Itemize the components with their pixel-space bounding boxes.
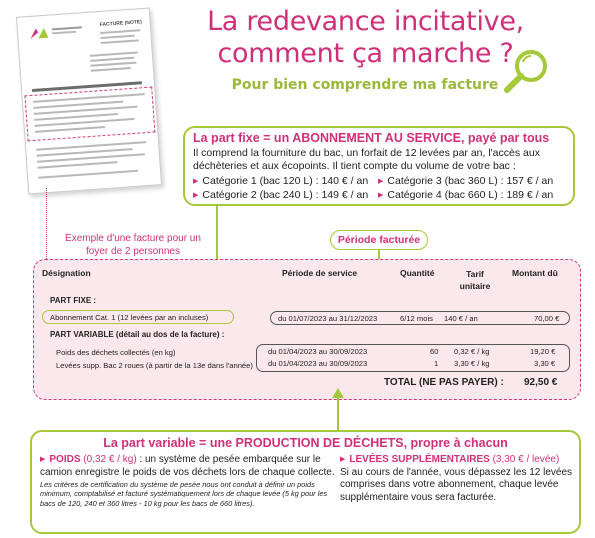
fixed-part-description: Il comprend la fourniture du bac, un forfait de 12 levées par an, l'accès aux déchèteries et aux écopoints. Il tient compte du volume de votre bac : xyxy=(193,147,540,172)
lifts-section xyxy=(340,454,576,504)
arrow-right-icon: ▶ xyxy=(193,192,199,199)
weights-section xyxy=(40,454,340,508)
page-subtitle: Pour bien comprendre ma facture xyxy=(231,77,499,93)
thumb-highlight-zone xyxy=(24,87,155,142)
fixed-row-quantity: 6/12 mois xyxy=(400,314,433,323)
arrow-right-icon: ▶ xyxy=(378,192,384,199)
variable-row-2-amount: 3,30 € xyxy=(534,359,556,368)
variable-row-1-amount: 19,20 € xyxy=(530,347,556,356)
weights-note: Les critères de certification du système de pesée nous ont conduit à définir un poids minimum, comptabilisé et facturé systématiquement lors de chaque levée (5 kg pour les bacs de 120, 240 et 360 litres - 10 kg pour les bacs de 660 litres). xyxy=(40,480,328,508)
variable-row-2-quantity: 1 xyxy=(434,359,439,368)
period-tag: Période facturée xyxy=(330,230,428,250)
thumb-logo-lines xyxy=(52,26,92,35)
weights-rate: (0,32 € / kg) xyxy=(83,454,137,465)
header-designation: Désignation xyxy=(42,268,91,278)
fixed-section-label: PART FIXE : xyxy=(50,296,97,305)
variable-row-2-label: Levées supp. Bac 2 roues (à partir de la 13e dans l'année) xyxy=(56,361,253,370)
example-note: Exemple d'une facture pour un foyer de 2 personnes xyxy=(65,233,201,257)
weights-paragraph xyxy=(40,454,340,479)
category-item: ▶ Catégorie 3 (bac 360 L) : 157 € / an xyxy=(378,175,554,187)
fixed-row-label: Abonnement Cat. 1 (12 levées par an incluses) xyxy=(50,313,209,322)
title-line-1: La redevance incitative, xyxy=(207,6,524,37)
arrow-right-icon: ▶ xyxy=(340,456,346,463)
variable-row-1-period: du 01/04/2023 au 30/09/2023 xyxy=(268,347,368,356)
header-amount: Montant dû xyxy=(512,268,558,278)
fixed-part-box xyxy=(183,126,575,206)
arrow-right-icon: ▶ xyxy=(193,178,199,185)
title-line-2: comment ça marche ? xyxy=(217,38,514,69)
invoice-thumbnail xyxy=(16,8,162,195)
thumb-doc-label: FACTURE (NOTE) xyxy=(99,19,143,29)
lifts-rate: (3,30 € / levée) xyxy=(492,454,560,465)
category-list xyxy=(193,175,565,202)
header-unit-price: Tarif unitaire xyxy=(459,269,491,291)
weights-text: : un système de pesée embarquée sur le camion enregistre le poids de vos déchets lors de chaque collecte. xyxy=(40,454,335,478)
recycling-logo-icon xyxy=(28,26,51,42)
header-period: Période de service xyxy=(282,268,358,278)
fixed-row-unit-price: 140 € / an xyxy=(444,314,478,323)
lifts-text: Si au cours de l'année, vous dépassez les 12 levées comprises dans votre abonnement, chaque levée supplémentaire vous sera facturée. xyxy=(340,466,573,503)
variable-part-title: La part variable = une PRODUCTION DE DÉCHETS, propre à chacun xyxy=(103,436,508,450)
lifts-label: LEVÉES SUPPLÉMENTAIRES xyxy=(349,454,490,465)
variable-row-2-period: du 01/04/2023 au 30/09/2023 xyxy=(268,359,368,368)
total-label: TOTAL (NE PAS PAYER) : xyxy=(384,377,504,388)
thumb-connector-vertical xyxy=(46,188,47,259)
variable-connector xyxy=(337,397,339,430)
fixed-row-period: du 01/07/2023 au 31/12/2023 xyxy=(278,314,378,323)
variable-row-2-unit-price: 3,30 € / kg xyxy=(454,359,490,368)
variable-connector-arrow xyxy=(332,388,344,398)
variable-row-1-unit-price: 0,32 € / kg xyxy=(454,347,490,356)
variable-part-box xyxy=(30,430,581,534)
total-value: 92,50 € xyxy=(524,377,558,388)
fixed-part-title: La part fixe = un ABONNEMENT AU SERVICE, payé par tous xyxy=(193,131,550,145)
variable-section-label: PART VARIABLE (détail au dos de la facture) : xyxy=(50,330,225,339)
magnifier-icon xyxy=(497,42,557,102)
category-item: ▶ Catégorie 4 (bac 660 L) : 189 € / an xyxy=(378,189,554,201)
header-quantity: Quantité xyxy=(400,268,435,278)
weights-label: POIDS xyxy=(49,454,81,465)
variable-row-1-quantity: 60 xyxy=(430,347,439,356)
lifts-heading xyxy=(340,454,576,467)
category-item: ▶ Catégorie 1 (bac 120 L) : 140 € / an xyxy=(193,175,369,187)
arrow-right-icon: ▶ xyxy=(40,456,46,463)
arrow-right-icon: ▶ xyxy=(378,178,384,185)
fixed-row-amount: 70,00 € xyxy=(534,314,560,323)
variable-row-1-label: Poids des déchets collectés (en kg) xyxy=(56,348,176,357)
category-item: ▶ Catégorie 2 (bac 240 L) : 149 € / an xyxy=(193,189,369,201)
invoice-panel xyxy=(33,259,581,400)
